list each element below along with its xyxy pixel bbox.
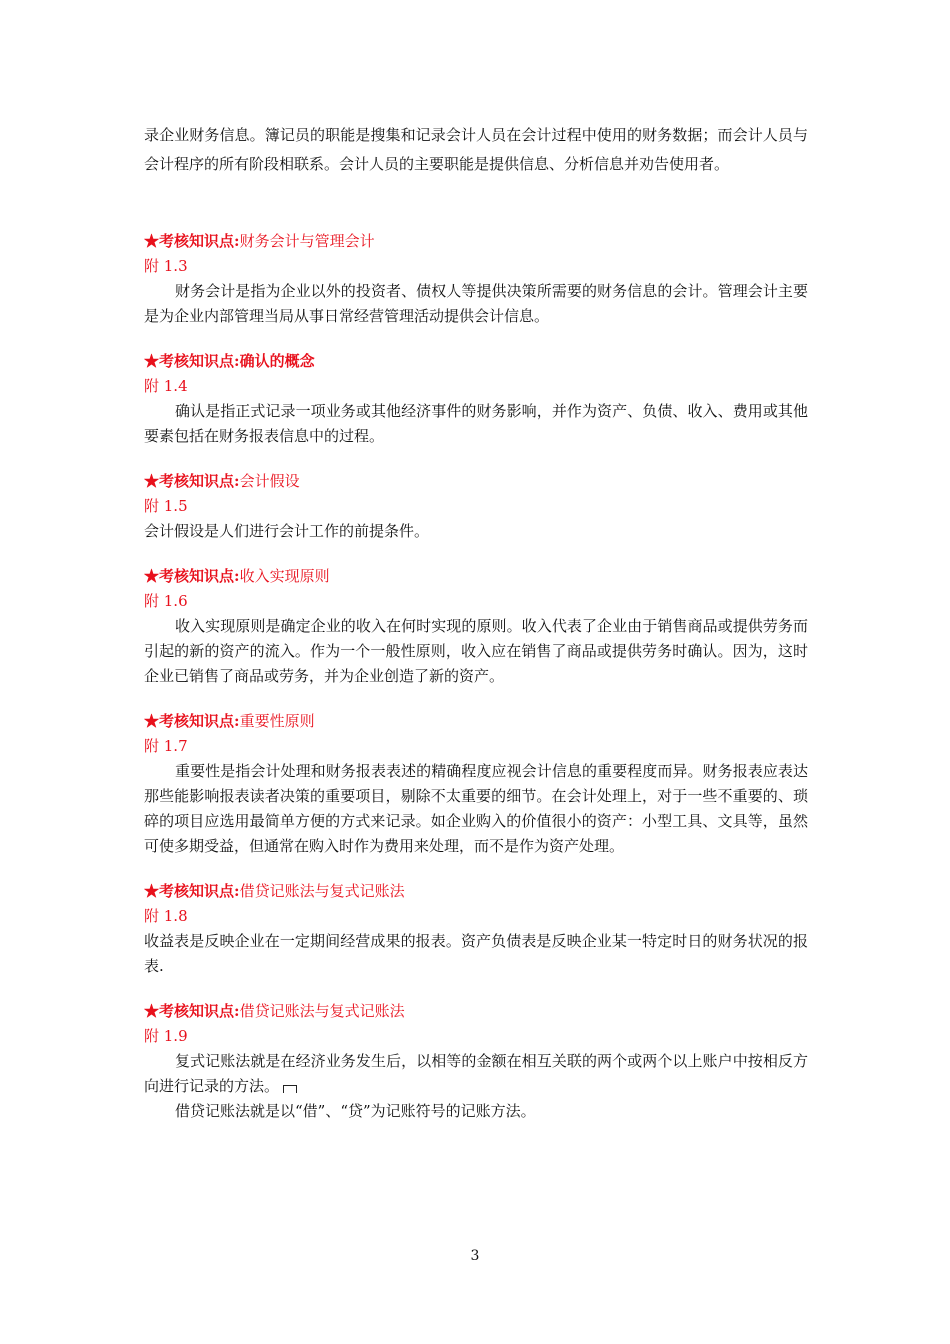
section-ref: 附 1.7: [144, 737, 188, 755]
star-icon: ★: [144, 882, 160, 900]
section-double-entry-2: [144, 999, 808, 1124]
section-heading: [144, 999, 808, 1024]
heading-topic: 借贷记账法与复式记账法: [239, 882, 405, 900]
document-page: [144, 121, 808, 1124]
star-icon: ★: [144, 567, 160, 585]
section-heading: [144, 879, 808, 904]
star-icon: ★: [144, 472, 160, 490]
intro-paragraph: 录企业财务信息。簿记员的职能是搜集和记录会计人员在会计过程中使用的财务数据；而会计人员与会计程序的所有阶段相联系。会计人员的主要职能是提供信息、分析信息并劝告使用者。: [144, 126, 808, 173]
section-ref: 附 1.6: [144, 592, 188, 610]
section-paragraph: 收益表是反映企业在一定期间经营成果的报表。资产负债表是反映企业某一特定时日的财务状况的报表.: [144, 932, 808, 975]
section-financial-vs-management-accounting: [144, 229, 808, 329]
heading-topic: 收入实现原则: [239, 567, 330, 585]
star-icon: ★: [144, 232, 160, 250]
heading-label: 考核知识点:: [159, 712, 240, 730]
heading-topic: 会计假设: [239, 472, 300, 490]
heading-label: 考核知识点:: [159, 352, 240, 370]
section-paragraph: 确认是指正式记录一项业务或其他经济事件的财务影响，并作为资产、负债、收入、费用或其他要素包括在财务报表信息中的过程。: [144, 402, 808, 445]
star-icon: ★: [144, 712, 160, 730]
section-ref: 附 1.9: [144, 1027, 188, 1045]
section-ref: 附 1.3: [144, 257, 188, 275]
section-heading: [144, 564, 808, 589]
section-paragraph: 重要性是指会计处理和财务报表表述的精确程度应视会计信息的重要程度而异。财务报表应表达那些能影响报表读者决策的重要项目，剔除不太重要的细节。在会计处理上，对于一些不重要的、琐碎的项目应选用最简单方便的方式来记录。如企业购入的价值很小的资产：小型工具、文具等，虽然可使多期受益，但通常在购入时作为费用来处理，而不是作为资产处理。: [144, 762, 808, 855]
heading-topic: 借贷记账法与复式记账法: [239, 1002, 405, 1020]
page-number: 3: [470, 1248, 480, 1264]
section-ref: 附 1.4: [144, 377, 188, 395]
star-icon: ★: [144, 352, 160, 370]
heading-topic: 确认的概念: [239, 352, 315, 370]
section-heading: [144, 349, 808, 374]
section-accounting-assumptions: [144, 469, 808, 544]
section-double-entry-1: [144, 879, 808, 979]
star-icon: ★: [144, 1002, 160, 1020]
section-paragraph: 会计假设是人们进行会计工作的前提条件。: [144, 522, 430, 540]
section-revenue-realization: [144, 564, 808, 689]
section-paragraph: [144, 1049, 808, 1099]
section-recognition-concept: [144, 349, 808, 449]
section-heading: [144, 229, 808, 254]
heading-label: 考核知识点:: [159, 567, 240, 585]
section-paragraph: 收入实现原则是确定企业的收入在何时实现的原则。收入代表了企业由于销售商品或提供劳务而引起的新的资产的流入。作为一个一般性原则，收入应在销售了商品或提供劳务时确认。因为，这时企业已销售了商品或劳务，并为企业创造了新的资产。: [144, 617, 808, 685]
section-heading: [144, 469, 808, 494]
heading-label: 考核知识点:: [159, 232, 240, 250]
revision-mark-icon: [283, 1085, 297, 1093]
section-ref: 附 1.5: [144, 497, 188, 515]
section-paragraph: 借贷记账法就是以“借”、“贷”为记账符号的记账方法。: [175, 1102, 536, 1120]
heading-label: 考核知识点:: [159, 882, 240, 900]
heading-label: 考核知识点:: [159, 1002, 240, 1020]
heading-topic: 重要性原则: [239, 712, 315, 730]
section-paragraph: 财务会计是指为企业以外的投资者、债权人等提供决策所需要的财务信息的会计。管理会计主要是为企业内部管理当局从事日常经营管理活动提供会计信息。: [144, 282, 808, 325]
paragraph-text: 复式记账法就是在经济业务发生后，以相等的金额在相互关联的两个或两个以上账户中按相反方向进行记录的方法。: [144, 1052, 808, 1095]
section-materiality: [144, 709, 808, 859]
heading-topic: 财务会计与管理会计: [239, 232, 375, 250]
section-ref: 附 1.8: [144, 907, 188, 925]
section-heading: [144, 709, 808, 734]
heading-label: 考核知识点:: [159, 472, 240, 490]
